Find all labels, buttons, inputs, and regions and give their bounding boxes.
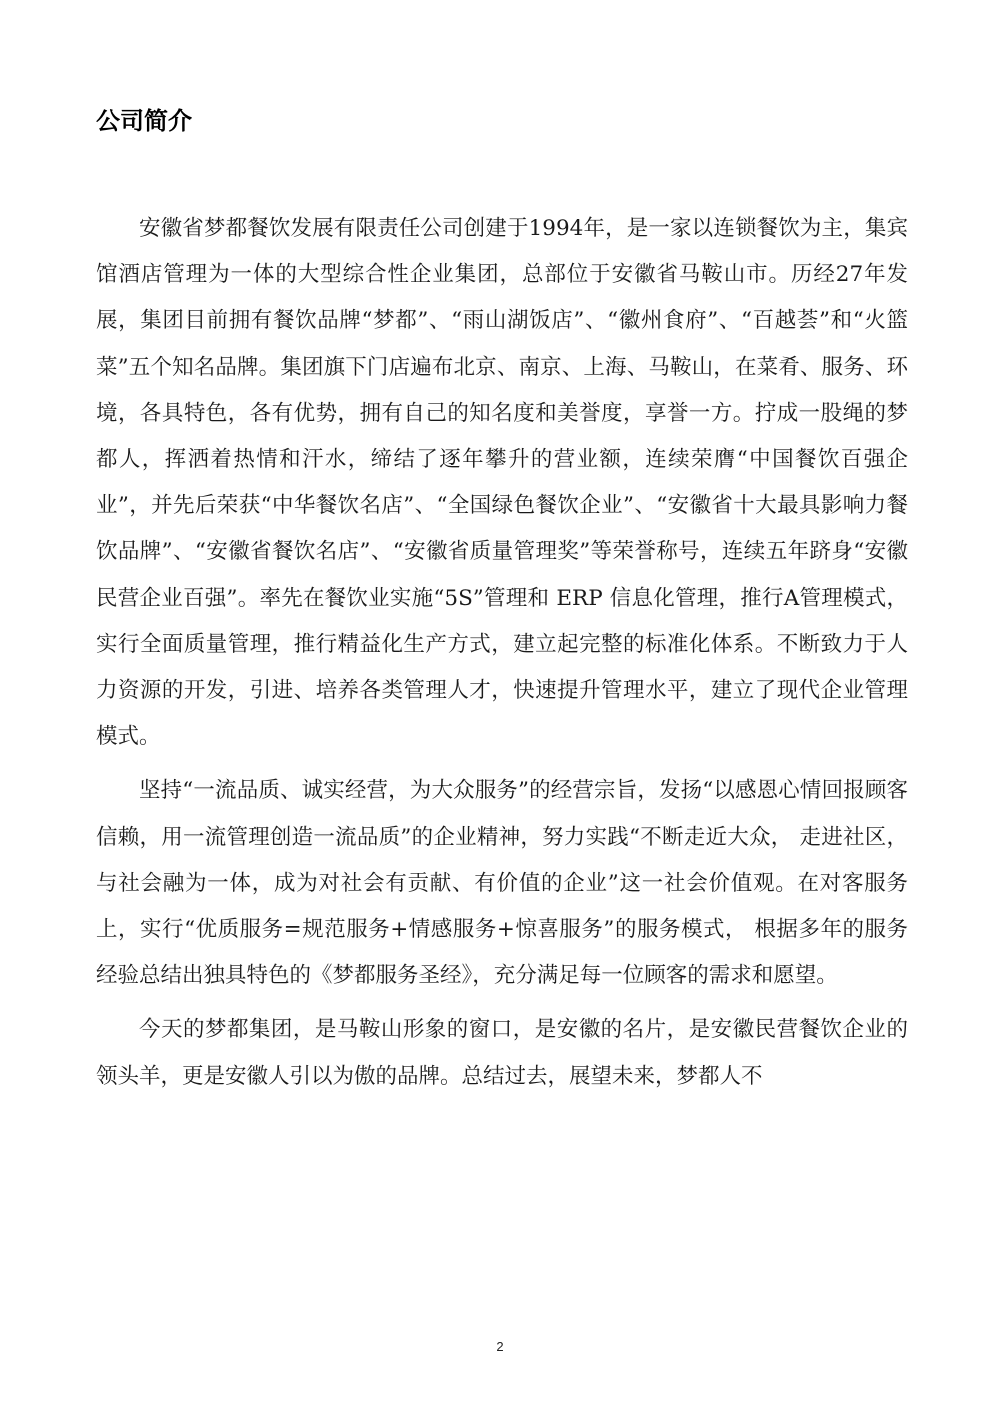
paragraph-business-philosophy: 坚持“一流品质、诚实经营，为大众服务”的经营宗旨，发扬“以感恩心情回报顾客信赖，用一流管理创造一流品质”的企业精神，努力实践“不断走近大众， 走进社区，与社会融为一体，成为对社会有贡献、有价值的企业”这一社会价值观。在对客服务上，实行“优质服务=规范服务+情感服务+惊喜服务”的服务模式， 根据多年的服务经验总结出独具特色的《梦都服务圣经》，充分满足每一位顾客的需求和愿望。 xyxy=(96,778,908,989)
page-number: 2 xyxy=(496,1339,504,1354)
page-title: 公司简介 xyxy=(96,107,192,135)
paragraph-company-overview: 安徽省梦都餐饮发展有限责任公司创建于1994年，是一家以连锁餐饮为主，集宾馆酒店管理为一体的大型综合性企业集团，总部位于安徽省马鞍山市。历经27年发展，集团目前拥有餐饮品牌“梦都”、“雨山湖饭店”、“徽州食府”、“百越荟”和“火篮菜”五个知名品牌。集团旗下门店遍布北京、南京、上海、马鞍山，在菜肴、服务、环境，各具特色，各有优势，拥有自己的知名度和美誉度，享誉一方。拧成一股绳的梦都人，挥洒着热情和汗水，缔结了逐年攀升的营业额，连续荣膺“中国餐饮百强企业”，并先后荣获“中华餐饮名店”、“全国绿色餐饮企业”、“安徽省十大最具影响力餐饮品牌”、“安徽省餐饮名店”、“安徽省质量管理奖”等荣誉称号，连续五年跻身“安徽民营企业百强”。率先在餐饮业实施“5S”管理和 ERP 信息化管理，推行A管理模式，实行全面质量管理，推行精益化生产方式，建立起完整的标准化体系。不断致力于人力资源的开发，引进、培养各类管理人才，快速提升管理水平，建立了现代企业管理模式。 xyxy=(96,216,908,750)
paragraph-outlook: 今天的梦都集团，是马鞍山形象的窗口，是安徽的名片，是安徽民营餐饮企业的领头羊，更是安徽人引以为傲的品牌。总结过去，展望未来，梦都人不 xyxy=(96,1017,908,1089)
document-body xyxy=(96,206,908,1100)
